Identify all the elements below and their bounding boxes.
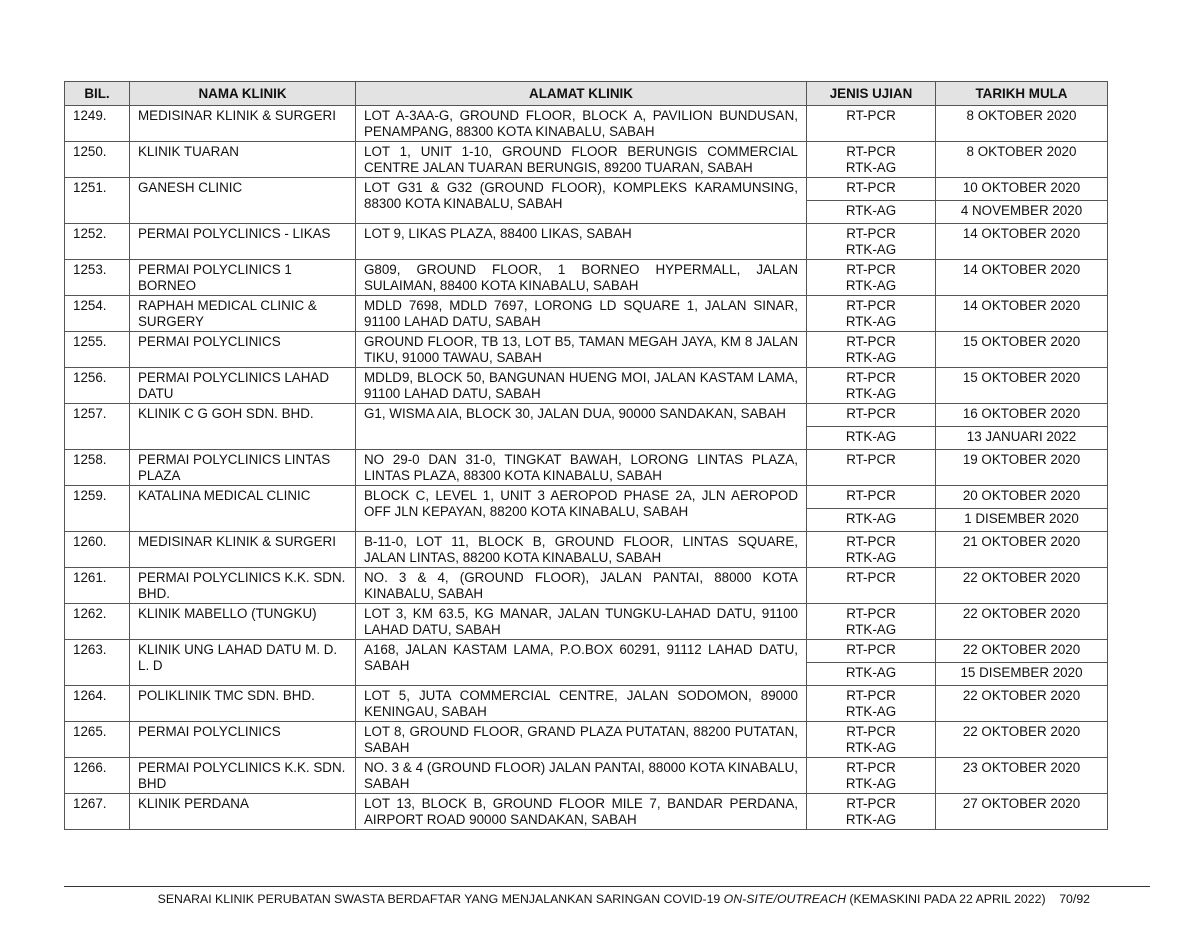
start-date: 8 OKTOBER 2020 [936,142,1108,178]
clinic-address: GROUND FLOOR, TB 13, LOT B5, TAMAN MEGAH JAYA, KM 8 JALAN TIKU, 91000 TAWAU, SABAH [356,332,807,368]
clinic-name: KLINIK PERDANA [130,794,356,830]
table-row [65,486,1108,509]
page-footer [64,892,1090,906]
clinic-name: PERMAI POLYCLINICS [130,722,356,758]
test-type: RT-PCR RTK-AG [807,532,936,568]
table-row [65,568,1108,604]
footer-title-italic: ON-SITE/OUTREACH [723,892,846,906]
row-number: 1257. [65,404,130,450]
test-type: RTK-AG [807,663,936,686]
start-date: 22 OKTOBER 2020 [936,604,1108,640]
test-type: RT-PCR RTK-AG [807,722,936,758]
table-row [65,178,1108,201]
start-date: 22 OKTOBER 2020 [936,686,1108,722]
table-row [65,142,1108,178]
start-date: 22 OKTOBER 2020 [936,640,1108,663]
table-row [65,532,1108,568]
start-date: 15 OKTOBER 2020 [936,332,1108,368]
header-jenis-ujian: JENIS UJIAN [807,82,936,106]
table-header-row [65,82,1108,106]
test-type: RT-PCR [807,450,936,486]
clinic-address: NO. 3 & 4 (GROUND FLOOR) JALAN PANTAI, 88000 KOTA KINABALU, SABAH [356,758,807,794]
start-date: 16 OKTOBER 2020 [936,404,1108,427]
clinic-name: KATALINA MEDICAL CLINIC [130,486,356,532]
row-number: 1267. [65,794,130,830]
header-alamat-klinik: ALAMAT KLINIK [356,82,807,106]
clinic-address: LOT 5, JUTA COMMERCIAL CENTRE, JALAN SODOMON, 89000 KENINGAU, SABAH [356,686,807,722]
start-date: 4 NOVEMBER 2020 [936,201,1108,224]
test-type: RT-PCR RTK-AG [807,794,936,830]
test-type: RT-PCR RTK-AG [807,686,936,722]
table-row [65,722,1108,758]
clinic-address: LOT 1, UNIT 1-10, GROUND FLOOR BERUNGIS COMMERCIAL CENTRE JALAN TUARAN BERUNGIS, 89200 TUARAN, SABAH [356,142,807,178]
clinic-name: PERMAI POLYCLINICS K.K. SDN. BHD. [130,568,356,604]
start-date: 22 OKTOBER 2020 [936,722,1108,758]
table-body [65,106,1108,830]
clinic-address: B-11-0, LOT 11, BLOCK B, GROUND FLOOR, LINTAS SQUARE, JALAN LINTAS, 88200 KOTA KINABALU, SABAH [356,532,807,568]
clinic-address: G809, GROUND FLOOR, 1 BORNEO HYPERMALL, JALAN SULAIMAN, 88400 KOTA KINABALU, SABAH [356,260,807,296]
start-date: 14 OKTOBER 2020 [936,260,1108,296]
start-date: 19 OKTOBER 2020 [936,450,1108,486]
table-row [65,640,1108,663]
test-type: RT-PCR [807,106,936,142]
row-number: 1262. [65,604,130,640]
clinic-name: PERMAI POLYCLINICS K.K. SDN. BHD [130,758,356,794]
table-row [65,758,1108,794]
table-row [65,686,1108,722]
table-row [65,404,1108,427]
table-row [65,106,1108,142]
table-row [65,332,1108,368]
test-type: RT-PCR RTK-AG [807,296,936,332]
test-type: RT-PCR [807,178,936,201]
test-type: RT-PCR RTK-AG [807,604,936,640]
page-number: 70/92 [1059,892,1090,906]
clinic-address: BLOCK C, LEVEL 1, UNIT 3 AEROPOD PHASE 2A, JLN AEROPOD OFF JLN KEPAYAN, 88200 KOTA KINABALU, SABAH [356,486,807,532]
row-number: 1256. [65,368,130,404]
clinic-address: LOT 8, GROUND FLOOR, GRAND PLAZA PUTATAN, 88200 PUTATAN, SABAH [356,722,807,758]
header-nama-klinik: NAMA KLINIK [130,82,356,106]
clinic-name: KLINIK TUARAN [130,142,356,178]
clinic-name: PERMAI POLYCLINICS [130,332,356,368]
test-type: RT-PCR [807,486,936,509]
clinic-address: LOT 13, BLOCK B, GROUND FLOOR MILE 7, BANDAR PERDANA, AIRPORT ROAD 90000 SANDAKAN, SABAH [356,794,807,830]
start-date: 15 OKTOBER 2020 [936,368,1108,404]
start-date: 13 JANUARI 2022 [936,427,1108,450]
test-type: RT-PCR [807,404,936,427]
test-type: RT-PCR RTK-AG [807,224,936,260]
test-type: RTK-AG [807,201,936,224]
row-number: 1250. [65,142,130,178]
start-date: 10 OKTOBER 2020 [936,178,1108,201]
clinic-address: LOT 3, KM 63.5, KG MANAR, JALAN TUNGKU-LAHAD DATU, 91100 LAHAD DATU, SABAH [356,604,807,640]
test-type: RT-PCR RTK-AG [807,142,936,178]
clinic-name: PERMAI POLYCLINICS LINTAS PLAZA [130,450,356,486]
header-bil: BIL. [65,82,130,106]
test-type: RT-PCR [807,640,936,663]
table-row [65,794,1108,830]
header-tarikh-mula: TARIKH MULA [936,82,1108,106]
footer-title: SENARAI KLINIK PERUBATAN SWASTA BERDAFTAR YANG MENJALANKAN SARINGAN COVID-19 [157,892,724,906]
footer-date: (KEMASKINI PADA 22 APRIL 2022) [845,892,1046,906]
row-number: 1261. [65,568,130,604]
table-row [65,260,1108,296]
start-date: 8 OKTOBER 2020 [936,106,1108,142]
table-row [65,604,1108,640]
start-date: 14 OKTOBER 2020 [936,224,1108,260]
row-number: 1263. [65,640,130,686]
row-number: 1265. [65,722,130,758]
clinic-table [64,81,1108,830]
start-date: 20 OKTOBER 2020 [936,486,1108,509]
row-number: 1260. [65,532,130,568]
row-number: 1259. [65,486,130,532]
table-row [65,296,1108,332]
start-date: 15 DISEMBER 2020 [936,663,1108,686]
clinic-name: KLINIK MABELLO (TUNGKU) [130,604,356,640]
clinic-name: MEDISINAR KLINIK & SURGERI [130,106,356,142]
clinic-address: LOT 9, LIKAS PLAZA, 88400 LIKAS, SABAH [356,224,807,260]
clinic-name: KLINIK UNG LAHAD DATU M. D. L. D [130,640,356,686]
table-row [65,368,1108,404]
clinic-name: POLIKLINIK TMC SDN. BHD. [130,686,356,722]
test-type: RT-PCR RTK-AG [807,332,936,368]
test-type: RT-PCR RTK-AG [807,368,936,404]
clinic-address: NO. 3 & 4, (GROUND FLOOR), JALAN PANTAI, 88000 KOTA KINABALU, SABAH [356,568,807,604]
row-number: 1255. [65,332,130,368]
start-date: 27 OKTOBER 2020 [936,794,1108,830]
start-date: 23 OKTOBER 2020 [936,758,1108,794]
clinic-address: A168, JALAN KASTAM LAMA, P.O.BOX 60291, 91112 LAHAD DATU, SABAH [356,640,807,686]
test-type: RTK-AG [807,509,936,532]
start-date: 14 OKTOBER 2020 [936,296,1108,332]
clinic-address: G1, WISMA AIA, BLOCK 30, JALAN DUA, 90000 SANDAKAN, SABAH [356,404,807,450]
test-type: RT-PCR RTK-AG [807,758,936,794]
row-number: 1264. [65,686,130,722]
clinic-name: RAPHAH MEDICAL CLINIC & SURGERY [130,296,356,332]
clinic-address: MDLD9, BLOCK 50, BANGUNAN HUENG MOI, JALAN KASTAM LAMA, 91100 LAHAD DATU, SABAH [356,368,807,404]
row-number: 1254. [65,296,130,332]
row-number: 1266. [65,758,130,794]
clinic-address: NO 29-0 DAN 31-0, TINGKAT BAWAH, LORONG LINTAS PLAZA, LINTAS PLAZA, 88300 KOTA KINABALU, SABAH [356,450,807,486]
clinic-name: GANESH CLINIC [130,178,356,224]
clinic-name: PERMAI POLYCLINICS 1 BORNEO [130,260,356,296]
clinic-name: PERMAI POLYCLINICS LAHAD DATU [130,368,356,404]
footer-rule [64,886,1150,887]
test-type: RT-PCR [807,568,936,604]
start-date: 21 OKTOBER 2020 [936,532,1108,568]
clinic-address: LOT A-3AA-G, GROUND FLOOR, BLOCK A, PAVILION BUNDUSAN, PENAMPANG, 88300 KOTA KINABALU, SABAH [356,106,807,142]
test-type: RT-PCR RTK-AG [807,260,936,296]
table-row [65,224,1108,260]
test-type: RTK-AG [807,427,936,450]
row-number: 1249. [65,106,130,142]
start-date: 22 OKTOBER 2020 [936,568,1108,604]
clinic-name: PERMAI POLYCLINICS - LIKAS [130,224,356,260]
clinic-address: MDLD 7698, MDLD 7697, LORONG LD SQUARE 1, JALAN SINAR, 91100 LAHAD DATU, SABAH [356,296,807,332]
row-number: 1258. [65,450,130,486]
table-row [65,450,1108,486]
start-date: 1 DISEMBER 2020 [936,509,1108,532]
row-number: 1252. [65,224,130,260]
row-number: 1251. [65,178,130,224]
row-number: 1253. [65,260,130,296]
clinic-address: LOT G31 & G32 (GROUND FLOOR), KOMPLEKS KARAMUNSING, 88300 KOTA KINABALU, SABAH [356,178,807,224]
clinic-name: MEDISINAR KLINIK & SURGERI [130,532,356,568]
clinic-name: KLINIK C G GOH SDN. BHD. [130,404,356,450]
